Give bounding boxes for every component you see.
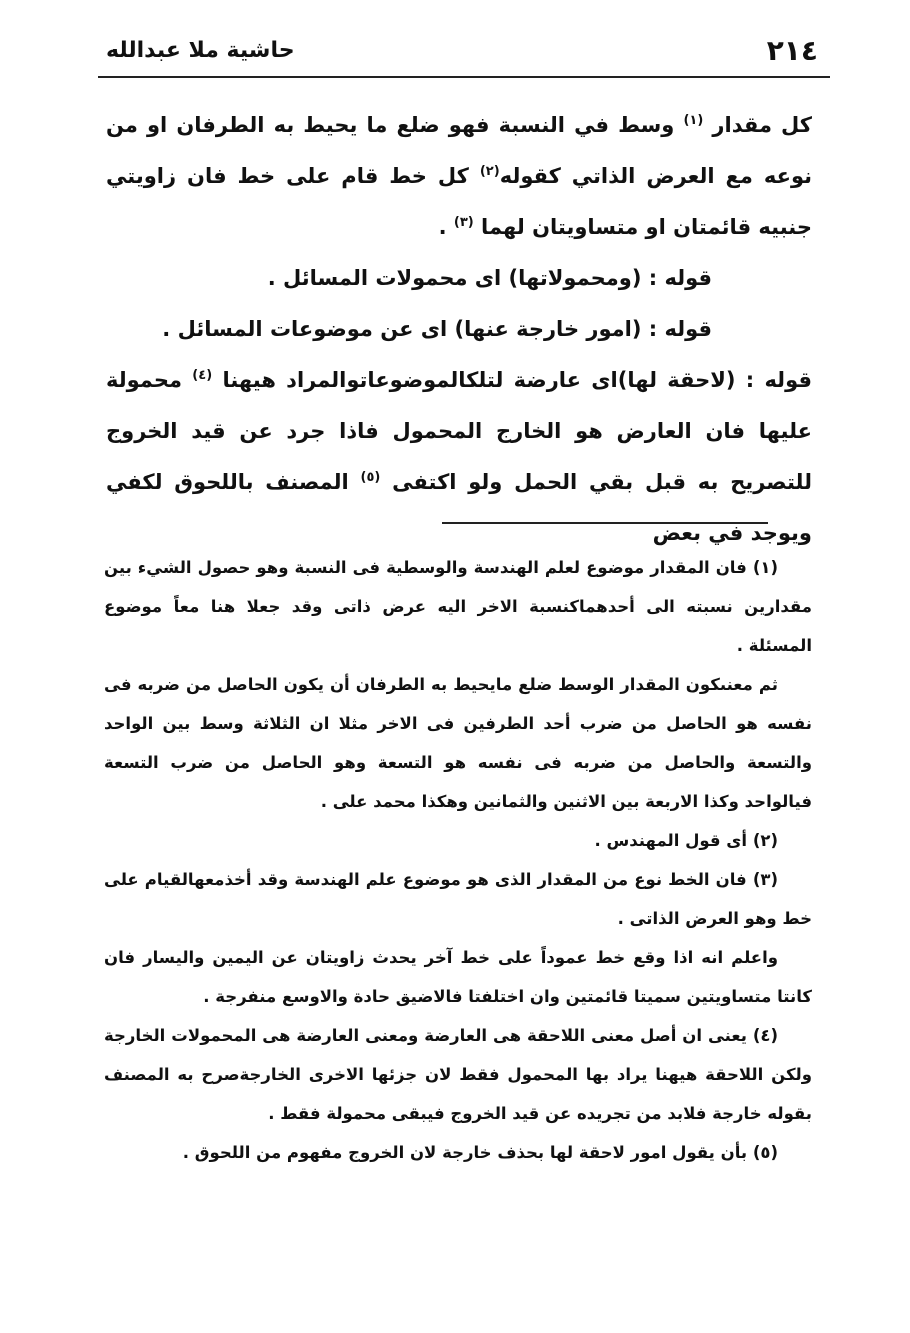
main-text-segment: وسط في النسبة فهو ضلع ما يحيط به الطرفان او من نوعه مع العرض الذاتي كقوله	[106, 113, 812, 188]
footnote-1: (١) فان المقدار موضوع لعلم الهندسة والوسطية فى النسبة وهو حصول الشيء بين مقدارين نسبته الى أحدهماكنسبة الاخر اليه عرض ذاتى وقد جعلا هنا معاً موضوع المسئلة .	[104, 558, 812, 655]
footnote-5: (٥) بأن يقول امور لاحقة لها بحذف خارجة لان الخروج مفهوم من اللحوق .	[182, 1143, 778, 1162]
footnote-ref-4: (٤)	[192, 368, 213, 383]
main-text-segment: قوله : (لاحقة لها)اى عارضة لتلكالموضوعاتوالمراد هيهنا	[212, 368, 812, 392]
footnote-ref-2: (٢)	[479, 164, 500, 179]
main-text	[106, 100, 812, 559]
footnote-divider	[442, 522, 768, 524]
footnote-3: (٣) فان الخط نوع من المقدار الذى هو موضوع علم الهندسة وقد أخذمعهالقيام على خط وهو العرض الذاتى .	[104, 870, 812, 928]
footnotes	[104, 548, 812, 1172]
running-title: حاشية ملا عبدالله	[106, 38, 295, 63]
footnote-3-continuation: واعلم انه اذا وقع خط عموداً على خط آخر يحدث زاويتان عن اليمين واليسار فان كانتا متساويتين سميتا قائمتين وان اختلفتا فالاضيق حادة والاوسع منفرجة .	[104, 948, 812, 1006]
footnote-1-continuation: ثم معنىكون المقدار الوسط ضلع مايحيط به الطرفان أن يكون الحاصل من ضربه فى نفسه هو الحاصل من ضرب أحد الطرفين فى الاخر مثلا ان الثلاثة وسط بين الواحد والتسعة والحاصل من ضربه فى نفسه هو التسعة وهو الحاصل من ضرب التسعة فيالواحد وكذا الاربعة بين الاثنين والثمانين وهكذا محمد على .	[104, 675, 812, 811]
qawluh-commentary-1: قوله : (ومحمولاتها) اى محمولات المسائل .	[267, 266, 712, 290]
main-paragraph	[106, 100, 812, 253]
page-header	[98, 26, 830, 78]
qawluh-commentary-3	[106, 355, 812, 559]
footnote-ref-3: (٣)	[453, 215, 474, 230]
main-text-segment: .	[438, 215, 454, 239]
main-text-segment: محمولة عليها فان العارض هو الخارج المحمول فاذا جرد عن قيد الخروج للتصريح به قبل بقي الحمل ولو اكتفى	[106, 368, 812, 494]
footnote-ref-5: (٥)	[360, 470, 381, 485]
qawluh-commentary-2: قوله : (امور خارجة عنها) اى عن موضوعات المسائل .	[162, 317, 712, 341]
footnote-ref-1: (١)	[683, 113, 704, 128]
main-text-segment: كل مقدار	[703, 113, 812, 137]
footnote-4: (٤) يعنى ان أصل معنى اللاحقة هى العارضة ومعنى العارضة هى المحمولات الخارجة ولكن اللاحقة هيهنا يراد بها المحمول فقط لان جزئها الاخرى الخارجةصرح به المصنف بقوله خارجة فلابد من تجريده عن قيد الخروج فيبقى محمولة فقط .	[104, 1026, 812, 1123]
main-text-segment: كل خط قام على خط فان زاويتي جنبيه قائمتان او متساويتان لهما	[106, 164, 812, 239]
footnote-2: (٢) أى قول المهندس .	[594, 831, 778, 850]
page-number: ٢١٤	[766, 34, 818, 67]
main-text-segment: المصنف باللحوق لكفي ويوجد في بعض	[106, 470, 812, 545]
